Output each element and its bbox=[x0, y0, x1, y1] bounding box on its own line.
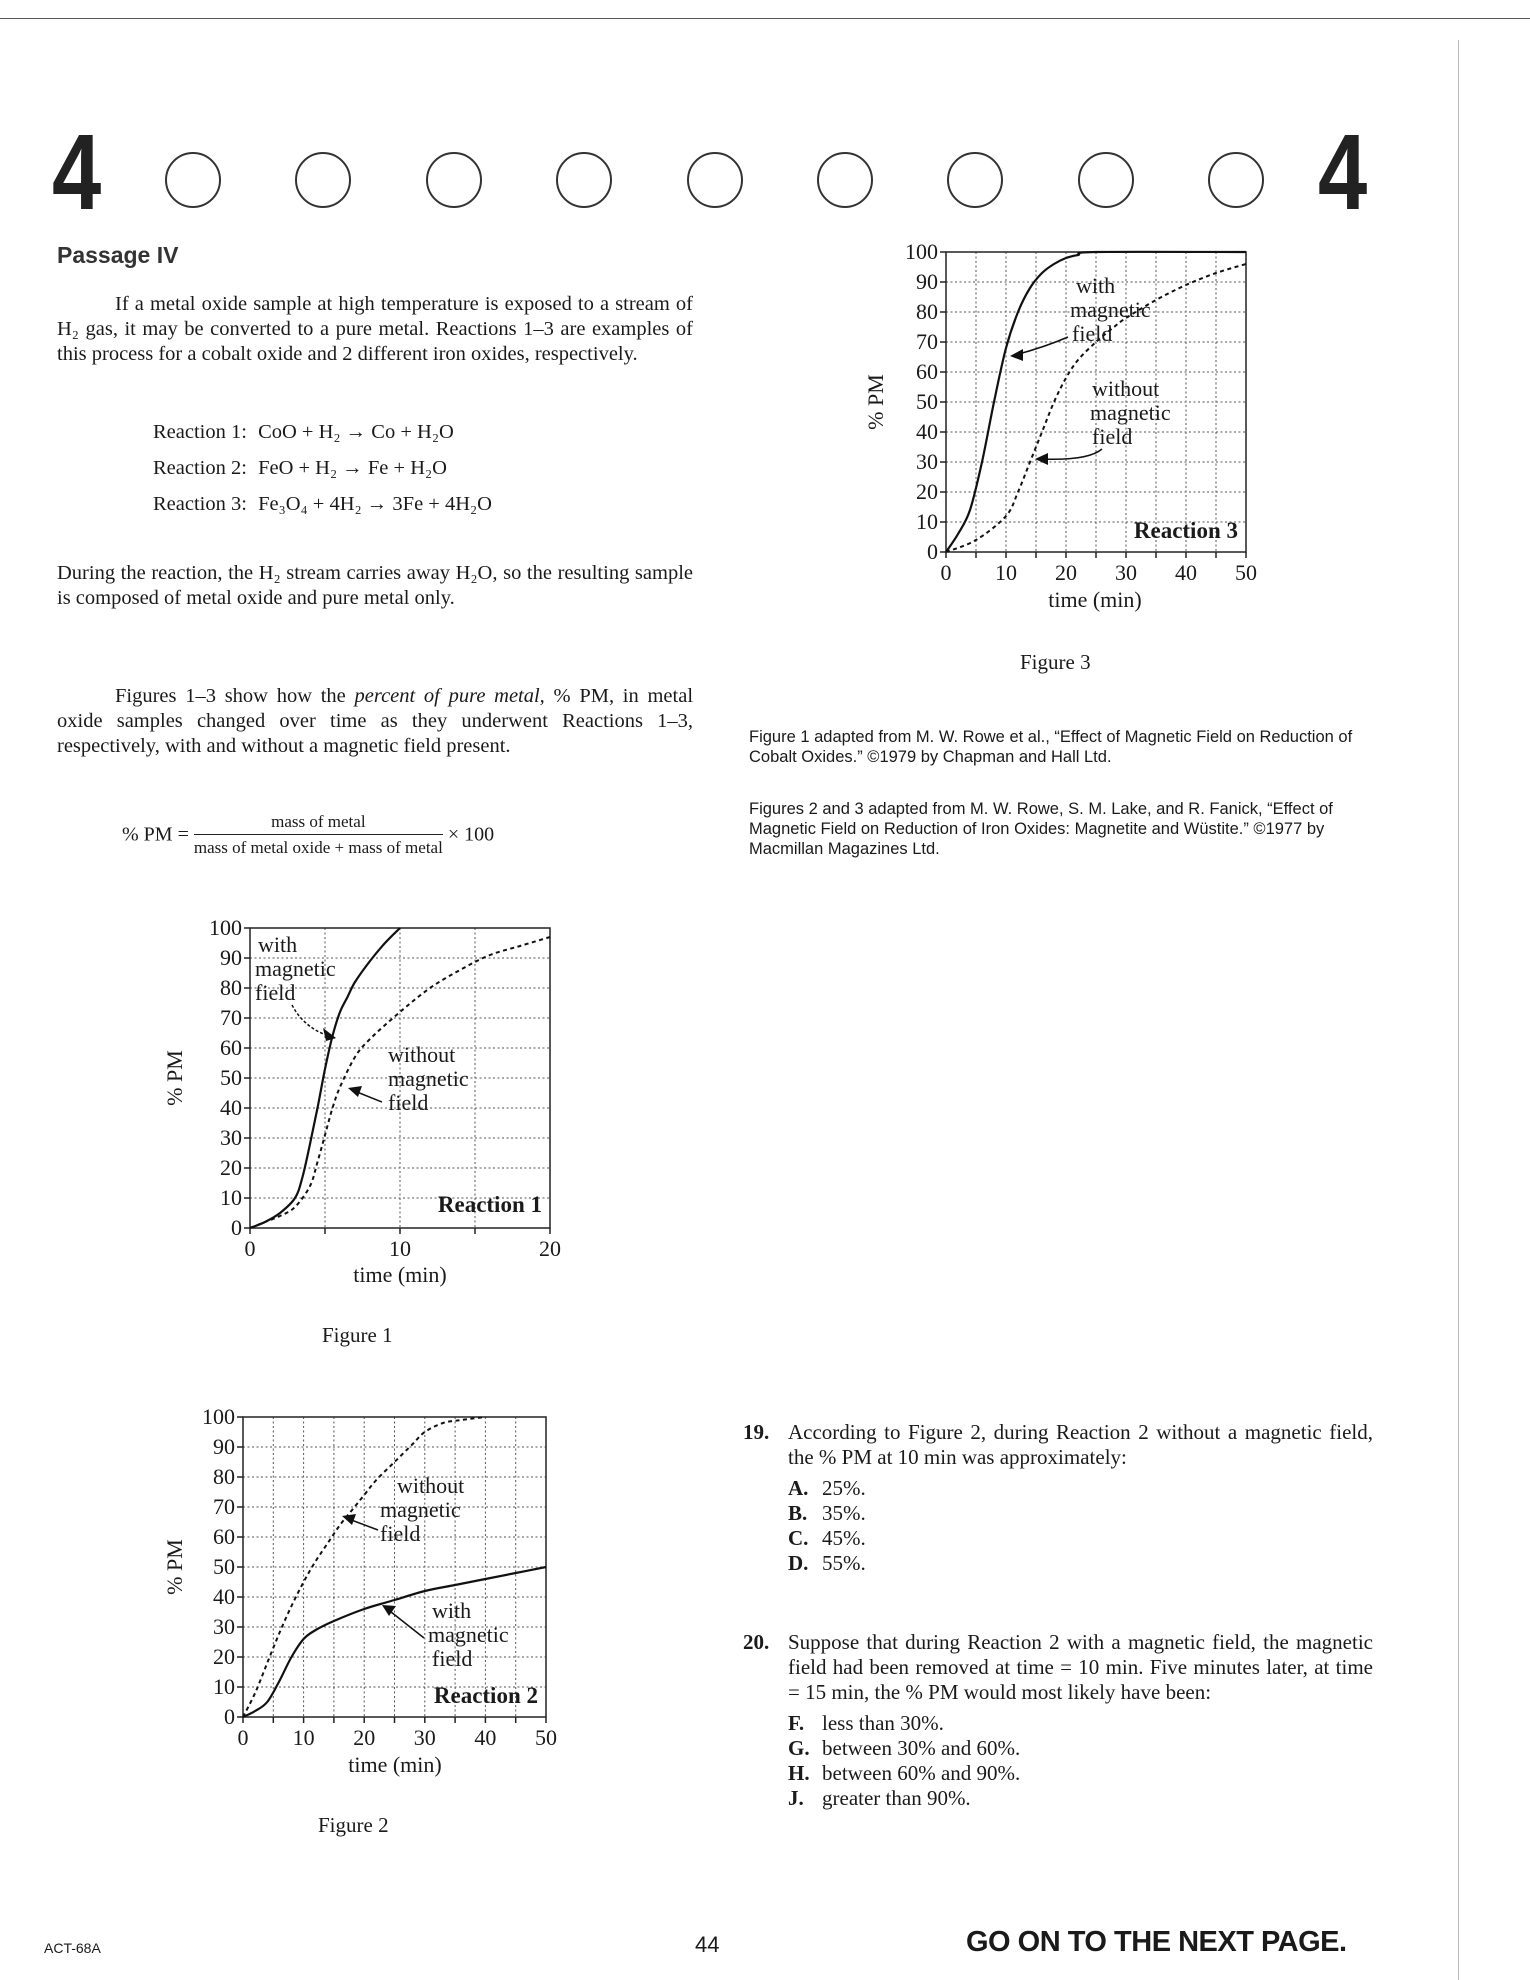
y-tick-label: 30 bbox=[916, 449, 938, 474]
passage-title: Passage IV bbox=[57, 242, 179, 268]
leader-line bbox=[386, 1608, 424, 1638]
y-tick-label: 80 bbox=[220, 975, 242, 1000]
question-20 bbox=[743, 1630, 1373, 1811]
x-tick-label: 40 bbox=[1175, 560, 1197, 585]
formula-lhs: % PM = bbox=[122, 823, 189, 846]
figure-1-caption: Figure 1 bbox=[322, 1323, 393, 1347]
option-text: 25%. bbox=[822, 1476, 866, 1500]
annotation-without: without bbox=[397, 1473, 465, 1498]
option-letter: G. bbox=[788, 1736, 810, 1760]
x-tick-label: 20 bbox=[539, 1236, 561, 1261]
reaction-label: Reaction 2: bbox=[153, 457, 247, 479]
x-axis-label: time (min) bbox=[348, 1752, 442, 1777]
option-text: 55%. bbox=[822, 1551, 866, 1575]
passage-during: During the reaction, the H₂ stream carries away H₂O, so the resulting sample is composed of metal oxide and pure metal only. bbox=[57, 562, 693, 609]
y-tick-label: 80 bbox=[213, 1464, 235, 1489]
option-text: between 30% and 60%. bbox=[822, 1736, 1021, 1760]
y-tick-label: 60 bbox=[220, 1035, 242, 1060]
formula-denominator: mass of metal oxide + mass of metal bbox=[193, 838, 443, 857]
figure-2-caption: Figure 2 bbox=[318, 1813, 389, 1837]
annotation-field: field bbox=[255, 980, 296, 1005]
reaction-3 bbox=[153, 492, 492, 516]
reaction-equation: Fe₃O₄ + 4H₂ → 3Fe + 4H₂O bbox=[258, 493, 492, 515]
x-tick-label: 30 bbox=[1115, 560, 1137, 585]
figure-2-chart bbox=[140, 1390, 600, 1790]
x-tick-label: 10 bbox=[292, 1725, 315, 1750]
question-stem: Suppose that during Reaction 2 with a magnetic field, the magnetic field had been removed at time = 10 min. Five minutes later, at time = 15 min, the % PM would most likely have been: bbox=[788, 1630, 1373, 1704]
figures-intro-emphasis: percent of pure metal, bbox=[354, 685, 545, 707]
annotation-without: without bbox=[388, 1042, 456, 1067]
passage-figures-intro bbox=[57, 684, 693, 759]
question-stem: According to Figure 2, during Reaction 2 without a magnetic field, the % PM at 10 min was approximately: bbox=[788, 1420, 1373, 1469]
form-code: ACT-68A bbox=[44, 1940, 101, 1956]
option-letter: F. bbox=[788, 1711, 805, 1735]
question-number: 20. bbox=[743, 1630, 770, 1654]
y-tick-label: 10 bbox=[916, 509, 938, 534]
y-tick-label: 50 bbox=[213, 1554, 235, 1579]
y-axis-label: % PM bbox=[162, 1050, 187, 1106]
y-tick-label: 0 bbox=[927, 539, 938, 564]
option-text: 35%. bbox=[822, 1501, 866, 1525]
y-tick-label: 70 bbox=[916, 329, 938, 354]
section-number-left: 4 bbox=[52, 111, 102, 232]
y-tick-label: 10 bbox=[213, 1674, 235, 1699]
formula-fraction bbox=[194, 812, 443, 858]
y-tick-label: 30 bbox=[220, 1125, 242, 1150]
x-tick-label: 0 bbox=[940, 560, 952, 585]
y-tick-label: 30 bbox=[213, 1614, 235, 1639]
header-circle bbox=[817, 152, 873, 208]
x-tick-label: 50 bbox=[535, 1725, 557, 1750]
option-text: between 60% and 90%. bbox=[822, 1761, 1021, 1785]
answer-option-d[interactable] bbox=[788, 1551, 1373, 1576]
arrow-head bbox=[1010, 349, 1023, 361]
annotation-with: with bbox=[258, 932, 298, 957]
x-axis-label: time (min) bbox=[1048, 587, 1142, 612]
figures-2-3-credit: Figures 2 and 3 adapted from M. W. Rowe, S. M. Lake, and R. Fanick, “Effect of Magnetic Field on Reduction of Iron Oxides: Magnetite and Wüstite.” ©1977 by Macmillan Magazines Ltd. bbox=[749, 800, 1333, 858]
annotation-field: field bbox=[1072, 321, 1113, 346]
y-tick-label: 40 bbox=[220, 1095, 242, 1120]
answer-option-j[interactable] bbox=[788, 1786, 1373, 1811]
header-circle bbox=[1078, 152, 1134, 208]
option-letter: A. bbox=[788, 1476, 809, 1500]
answer-option-a[interactable] bbox=[788, 1476, 1373, 1501]
arrow-head bbox=[1035, 453, 1048, 465]
pm-formula bbox=[122, 812, 494, 858]
option-letter: J. bbox=[788, 1786, 804, 1810]
x-tick-label: 10 bbox=[995, 560, 1017, 585]
y-tick-label: 90 bbox=[916, 269, 938, 294]
top-rule bbox=[0, 18, 1530, 19]
y-tick-label: 0 bbox=[231, 1215, 242, 1240]
y-tick-label: 50 bbox=[220, 1065, 242, 1090]
annotation-field: field bbox=[380, 1521, 421, 1546]
x-tick-label: 20 bbox=[353, 1725, 376, 1750]
page-number: 44 bbox=[695, 1932, 720, 1957]
option-letter: C. bbox=[788, 1526, 809, 1550]
option-text: 45%. bbox=[822, 1526, 866, 1550]
header-circle bbox=[426, 152, 482, 208]
option-letter: B. bbox=[788, 1501, 808, 1525]
x-axis-label: time (min) bbox=[353, 1262, 447, 1287]
y-tick-label: 50 bbox=[916, 389, 938, 414]
y-tick-label: 60 bbox=[213, 1524, 235, 1549]
option-letter: D. bbox=[788, 1551, 809, 1575]
reaction-label: Reaction 1 bbox=[437, 1192, 542, 1217]
x-tick-label: 10 bbox=[389, 1236, 411, 1261]
figure-3-caption: Figure 3 bbox=[1020, 650, 1091, 674]
option-letter: H. bbox=[788, 1761, 810, 1785]
reaction-equation: FeO + H₂ → Fe + H₂O bbox=[258, 457, 447, 479]
header-circle bbox=[295, 152, 351, 208]
y-axis-label: % PM bbox=[863, 374, 888, 430]
y-tick-label: 20 bbox=[220, 1155, 242, 1180]
formula-rhs: × 100 bbox=[447, 823, 495, 846]
y-tick-label: 40 bbox=[916, 419, 938, 444]
annotation-field: field bbox=[388, 1090, 429, 1115]
answer-option-f[interactable] bbox=[788, 1711, 1373, 1736]
leader-line bbox=[1040, 449, 1102, 459]
question-number: 19. bbox=[743, 1420, 770, 1444]
y-tick-label: 20 bbox=[213, 1644, 235, 1669]
annotation-magnetic: magnetic bbox=[388, 1066, 469, 1091]
figure-1-credit: Figure 1 adapted from M. W. Rowe et al., “Effect of Magnetic Field on Reduction of Cobalt Oxides.” ©1979 by Chapman and Hall Ltd. bbox=[749, 728, 1353, 766]
figure-3-chart bbox=[840, 225, 1280, 625]
figures-intro-text: Figures 1–3 show how the bbox=[115, 685, 355, 707]
reaction-label: Reaction 3 bbox=[1133, 518, 1238, 543]
y-tick-label: 60 bbox=[916, 359, 938, 384]
y-tick-label: 10 bbox=[220, 1185, 242, 1210]
formula-numerator: mass of metal bbox=[194, 812, 443, 835]
annotation-magnetic: magnetic bbox=[1070, 297, 1151, 322]
answer-option-b[interactable] bbox=[788, 1501, 1373, 1526]
annotation-field: field bbox=[432, 1646, 473, 1671]
right-margin-rule bbox=[1458, 40, 1459, 1980]
header-circle bbox=[556, 152, 612, 208]
reaction-equation: CoO + H₂ → Co + H₂O bbox=[258, 421, 454, 443]
reaction-label: Reaction 1: bbox=[153, 421, 247, 443]
annotation-magnetic: magnetic bbox=[1090, 400, 1171, 425]
option-text: greater than 90%. bbox=[822, 1786, 971, 1810]
reaction-label: Reaction 3: bbox=[153, 493, 247, 515]
header-circle bbox=[947, 152, 1003, 208]
annotation-magnetic: magnetic bbox=[428, 1622, 509, 1647]
y-tick-label: 70 bbox=[213, 1494, 235, 1519]
y-tick-label: 0 bbox=[224, 1704, 235, 1729]
figures-intro-text-end: % PM, in metal oxide samples changed over time as they underwent Reactions 1–3, respectively, with and without a magnetic field present. bbox=[57, 685, 694, 757]
y-tick-label: 70 bbox=[220, 1005, 242, 1030]
y-axis-label: % PM bbox=[162, 1539, 187, 1595]
x-tick-label: 0 bbox=[244, 1236, 256, 1261]
arrow-head bbox=[348, 1086, 362, 1097]
x-tick-label: 30 bbox=[413, 1725, 436, 1750]
annotation-with: with bbox=[1076, 273, 1116, 298]
answer-option-h[interactable] bbox=[788, 1761, 1373, 1786]
y-tick-label: 100 bbox=[202, 1404, 235, 1429]
x-tick-label: 40 bbox=[474, 1725, 497, 1750]
x-tick-label: 50 bbox=[1235, 560, 1257, 585]
header-circle bbox=[165, 152, 221, 208]
section-number-right: 4 bbox=[1318, 111, 1368, 232]
reaction-label: Reaction 2 bbox=[433, 1683, 538, 1708]
annotation-without: without bbox=[1092, 376, 1160, 401]
annotation-with: with bbox=[432, 1598, 472, 1623]
option-text: less than 30%. bbox=[822, 1711, 944, 1735]
annotation-field: field bbox=[1092, 424, 1133, 449]
header-circle bbox=[687, 152, 743, 208]
y-tick-label: 100 bbox=[905, 239, 938, 264]
header-circle bbox=[1208, 152, 1264, 208]
answer-option-c[interactable] bbox=[788, 1526, 1373, 1551]
annotation-magnetic: magnetic bbox=[255, 956, 336, 981]
passage-intro: If a metal oxide sample at high temperature is exposed to a stream of H₂ gas, it may be converted to a pure metal. Reactions 1–3 are examples of this process for a cobalt oxide and 2 different iron oxides, respectively. bbox=[57, 293, 693, 365]
y-tick-label: 90 bbox=[220, 945, 242, 970]
y-tick-label: 100 bbox=[209, 915, 242, 940]
answer-option-g[interactable] bbox=[788, 1736, 1373, 1761]
question-19 bbox=[743, 1420, 1373, 1576]
y-tick-label: 40 bbox=[213, 1584, 235, 1609]
y-tick-label: 90 bbox=[213, 1434, 235, 1459]
reaction-2 bbox=[153, 456, 447, 480]
x-tick-label: 20 bbox=[1055, 560, 1077, 585]
annotation-magnetic: magnetic bbox=[380, 1497, 461, 1522]
next-page-notice: GO ON TO THE NEXT PAGE. bbox=[966, 1926, 1347, 1958]
figure-1-chart bbox=[140, 900, 600, 1300]
y-tick-label: 80 bbox=[916, 299, 938, 324]
x-tick-label: 0 bbox=[237, 1725, 249, 1750]
grid bbox=[243, 1417, 546, 1717]
y-tick-label: 20 bbox=[916, 479, 938, 504]
arrow-head bbox=[342, 1514, 356, 1525]
reaction-1 bbox=[153, 420, 454, 444]
